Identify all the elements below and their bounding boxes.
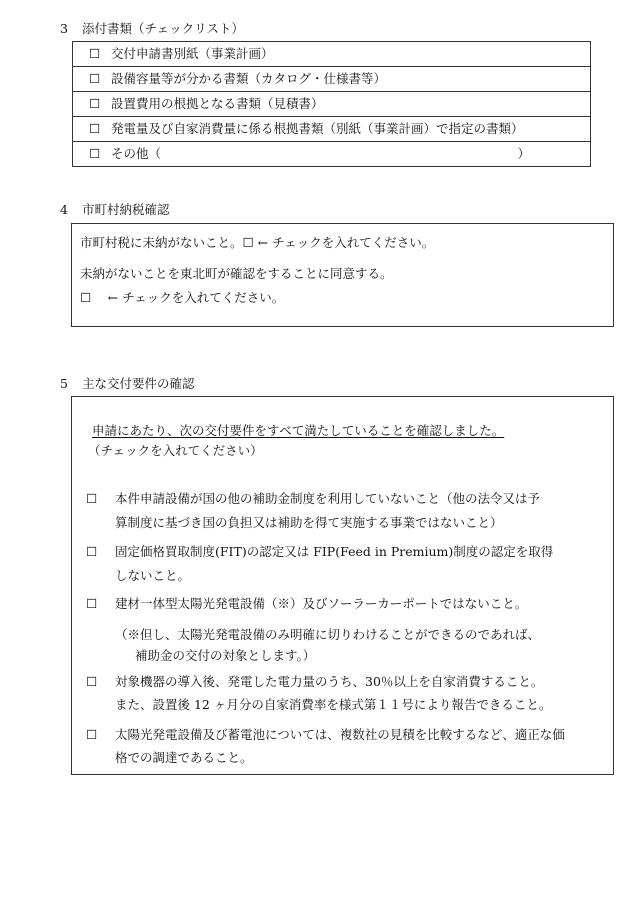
checklist-item-label: 交付申請書別紙（事業計画）: [111, 45, 274, 61]
checklist-row: [73, 92, 591, 117]
requirement-2-text: 固定価格買取制度(FIT)の認定又は FIP(Feed in Premium)制度の認定を取得: [115, 544, 554, 559]
checklist-row: [73, 142, 591, 167]
requirement-5-text-cont: 格での調達であること。: [115, 750, 253, 765]
requirement-checkbox[interactable]: ☐: [86, 544, 98, 559]
tax-line-3: ☐ ← チェックを入れてください。: [80, 290, 285, 305]
requirement-2-text-cont: しないこと。: [115, 568, 191, 583]
other-close-paren: ）: [517, 145, 530, 161]
checkbox[interactable]: ☐: [89, 70, 101, 86]
section-4-number: 4: [60, 202, 68, 217]
requirement-1-text: 本件申請設備が国の他の補助金制度を利用していないこと（他の法令又は予: [115, 491, 541, 506]
requirement-1-text-cont: 算制度に基づき国の負担又は補助を得て実施する事業ではないこと）: [115, 515, 503, 530]
checklist-row: [73, 67, 591, 92]
section-5-number: 5: [60, 376, 68, 391]
requirements-box: [71, 396, 614, 775]
checkbox[interactable]: ☐: [89, 95, 101, 111]
requirements-lead-note: （チェックを入れてください）: [88, 443, 263, 458]
tax-confirmation-box: [71, 223, 614, 327]
checkbox[interactable]: ☐: [89, 145, 101, 161]
requirement-checkbox[interactable]: ☐: [86, 674, 98, 689]
requirement-checkbox[interactable]: ☐: [86, 727, 98, 742]
section-3-title: 添付書類（チェックリスト）: [82, 21, 244, 36]
checklist-row: [73, 117, 591, 142]
requirement-5-text: 太陽光発電設備及び蓄電池については、複数社の見積を比較するなど、適正な価: [115, 727, 565, 742]
checklist-item-label: 発電量及び自家消費量に係る根拠書類（別紙（事業計画）で指定の書類）: [111, 120, 524, 136]
requirement-4-text-cont: また、設置後 12 ヶ月分の自家消費率を様式第１１号により報告できること。: [115, 697, 552, 712]
section-4-heading: [60, 202, 170, 218]
requirement-3-note-cont: 補助金の交付の対象とします。）: [135, 648, 316, 663]
section-4-title: 市町村納税確認: [82, 202, 170, 217]
checklist-row: [73, 42, 591, 67]
requirements-lead: 申請にあたり、次の交付要件をすべて満たしていることを確認しました。: [92, 423, 505, 438]
requirement-3-text: 建材一体型太陽光発電設備（※）及びソーラーカーポートではないこと。: [115, 596, 528, 611]
checkbox[interactable]: ☐: [89, 45, 101, 61]
requirement-4-text: 対象機器の導入後、発電した電力量のうち、30％以上を自家消費すること。: [115, 674, 544, 689]
requirement-checkbox[interactable]: ☐: [86, 491, 98, 506]
requirement-checkbox[interactable]: ☐: [86, 596, 98, 611]
checkbox[interactable]: ☐: [89, 120, 101, 136]
checklist-item-label: 設置費用の根拠となる書類（見積書）: [111, 95, 324, 111]
checklist-item-label: その他（: [111, 145, 162, 161]
section-3-number: 3: [60, 21, 68, 36]
attachment-checklist: [72, 41, 591, 167]
requirement-3-note: （※但し、太陽光発電設備のみ明確に切りわけることができるのであれば、: [115, 627, 541, 642]
section-5-heading: [60, 376, 195, 392]
section-3-heading: [60, 21, 244, 37]
checklist-item-label: 設備容量等が分かる書類（カタログ・仕様書等）: [111, 70, 387, 86]
section-5-title: 主な交付要件の確認: [82, 376, 195, 391]
tax-line-2: 未納がないことを東北町が確認をすることに同意する。: [80, 266, 393, 281]
tax-line-1: 市町村税に未納がないこと。☐ ← チェックを入れてください。: [80, 235, 435, 250]
